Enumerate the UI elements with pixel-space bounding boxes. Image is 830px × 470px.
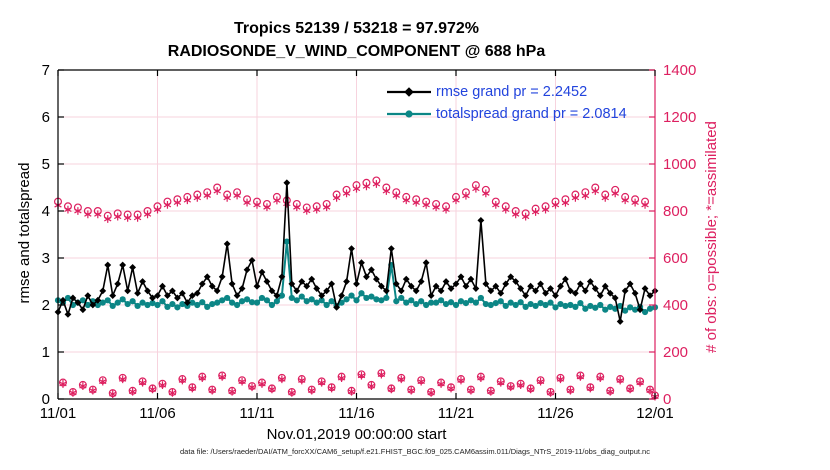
x-tick-label: 11/06 bbox=[139, 405, 176, 422]
right-y-tick-label: 1400 bbox=[663, 62, 697, 79]
data-file-path: data file: /Users/raeder/DAI/ATM_forcXX/CAM6_setup/f.e21.FHIST_BGC.f09_025.CAM6assim.011/Diags_NTrS_2019-11/obs_diag_output.nc bbox=[180, 447, 650, 456]
x-tick-label: 11/01 bbox=[39, 405, 77, 422]
left-y-tick-label: 3 bbox=[41, 250, 50, 267]
left-y-tick-label: 5 bbox=[41, 156, 50, 173]
right-y-tick-label: 400 bbox=[663, 297, 689, 314]
x-tick-label: 11/21 bbox=[437, 405, 475, 422]
right-y-tick-label: 600 bbox=[663, 250, 689, 267]
x-tick-label: 11/11 bbox=[239, 405, 275, 422]
legend-row-rmse bbox=[386, 81, 627, 103]
legend-row-totalspread bbox=[386, 103, 627, 125]
right-y-tick-label: 800 bbox=[663, 203, 689, 220]
x-tick-label: 12/01 bbox=[636, 405, 674, 422]
left-y-tick-label: 7 bbox=[41, 62, 50, 79]
x-axis-label: Nov.01,2019 00:00:00 start bbox=[266, 426, 447, 443]
left-axis-label: rmse and totalspread bbox=[16, 162, 33, 304]
rmse-line-diamond-icon bbox=[386, 86, 432, 98]
legend bbox=[386, 81, 627, 125]
right-axis-label: # of obs: o=possible; *=assimilated bbox=[703, 121, 720, 353]
x-tick-label: 11/26 bbox=[537, 405, 574, 422]
right-y-tick-label: 0 bbox=[663, 391, 672, 408]
left-y-tick-label: 4 bbox=[41, 203, 50, 220]
right-y-tick-label: 1000 bbox=[663, 156, 697, 173]
left-y-tick-label: 2 bbox=[41, 297, 50, 314]
legend-label-totalspread: totalspread grand pr = 2.0814 bbox=[436, 106, 627, 122]
right-y-tick-label: 200 bbox=[663, 344, 689, 361]
right-y-tick-label: 1200 bbox=[663, 109, 697, 126]
left-y-tick-label: 6 bbox=[41, 109, 50, 126]
left-y-tick-label: 0 bbox=[41, 391, 50, 408]
legend-label-rmse: rmse grand pr = 2.2452 bbox=[436, 84, 588, 100]
left-y-tick-label: 1 bbox=[41, 344, 50, 361]
totalspread-line-circle-icon bbox=[386, 108, 432, 120]
x-tick-label: 11/16 bbox=[338, 405, 375, 422]
chart-title-line2: RADIOSONDE_V_WIND_COMPONENT @ 688 hPa bbox=[167, 43, 546, 60]
chart-title-line1: Tropics 52139 / 53218 = 97.972% bbox=[233, 20, 480, 37]
